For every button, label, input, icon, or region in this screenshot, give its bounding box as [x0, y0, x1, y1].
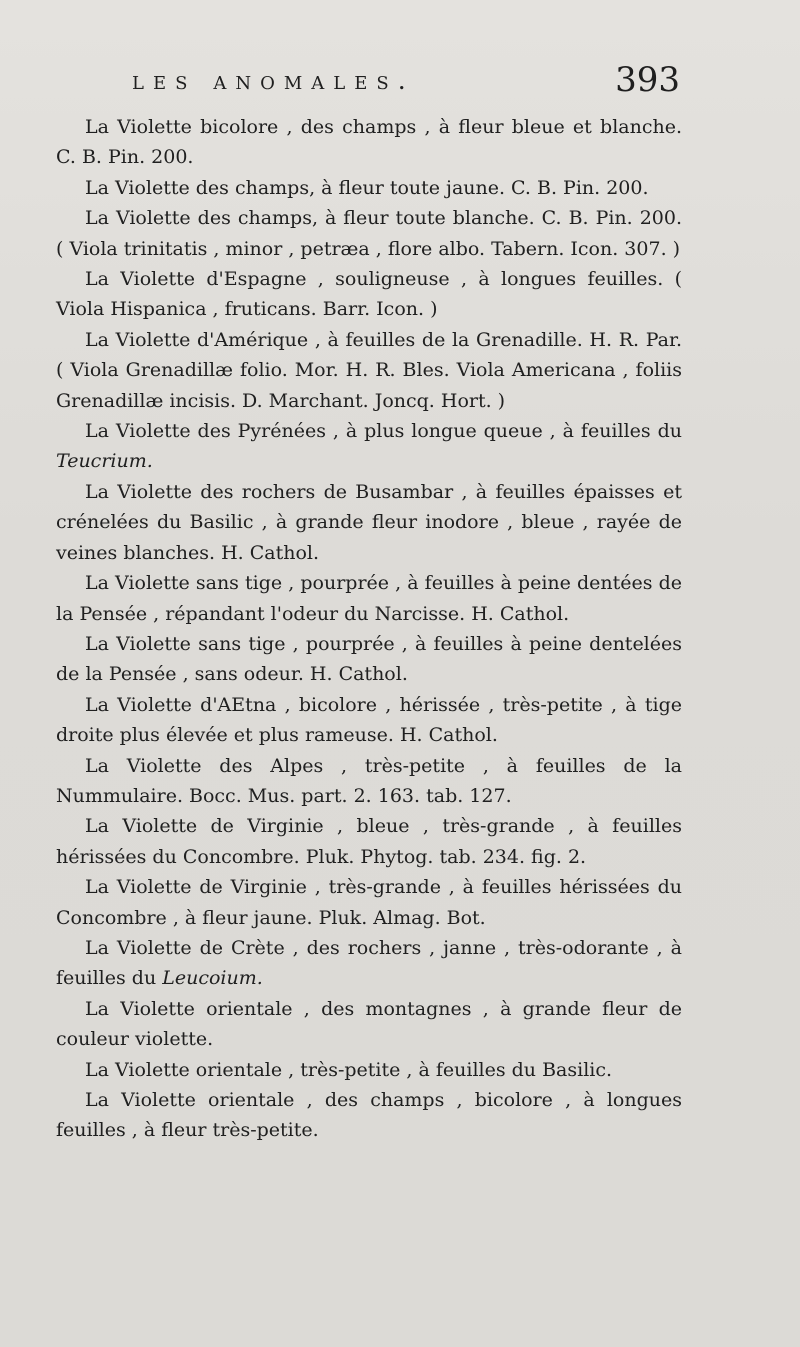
- entry-14: [56, 933, 682, 994]
- entry-text: La Violette d'AEtna , bicolore , hérissée , très-petite , à tige droite plus élevée et plus rameuse. H. Cathol.: [56, 693, 682, 747]
- entry-16: [56, 1055, 682, 1085]
- entry-text: La Violette sans tige , pourprée , à feuilles à peine dentées de la Pensée , répandant l'odeur du Narcisse. H. Cathol.: [56, 572, 682, 625]
- entry-13: [56, 872, 682, 933]
- entry-text: La Violette bicolore , des champs , à fleur bleue et blanche. C. B. Pin. 200.: [56, 116, 682, 169]
- entry-8: [56, 568, 682, 629]
- entry-12: [56, 811, 682, 872]
- page-header: [132, 60, 680, 108]
- entry-text: La Violette de Virginie , bleue , très-grande , à feuilles hérissées du Concombre. Pluk. Phytog. tab. 234. fig. 2.: [56, 815, 682, 868]
- body-text: [56, 112, 682, 1146]
- entry-text: La Violette orientale , des champs , bicolore , à longues feuilles , à fleur très-petite.: [56, 1089, 682, 1142]
- entry-5: [56, 325, 682, 416]
- entry-text: La Violette des Alpes , très-petite , à feuilles de la Nummulaire. Bocc. Mus. part. 2. 163. tab. 127.: [56, 754, 682, 807]
- entry-11: [56, 751, 682, 812]
- entry-4: [56, 264, 682, 325]
- entry-italic-term: Leucoium.: [162, 967, 263, 990]
- entry-text: La Violette de Crète , des rochers , janne , très-odorante , à feuilles du: [56, 936, 682, 990]
- entry-text: La Violette d'Amérique , à feuilles de la Grenadille. H. R. Par. ( Viola Grenadillæ folio. Mor. H. R. Bles. Viola Americana , foliis Grenadillæ incisis. D. Marchant. Joncq. Hort. ): [56, 328, 682, 412]
- entry-text: La Violette orientale , des montagnes , à grande fleur de couleur violette.: [56, 997, 682, 1051]
- entry-italic-term: Teucrium.: [56, 450, 153, 473]
- entry-text: La Violette des champs, à fleur toute blanche. C. B. Pin. 200. ( Viola trinitatis , minor , petræa , flore albo. Tabern. Icon. 307. ): [56, 207, 682, 260]
- entry-3: [56, 203, 682, 264]
- entry-6: [56, 416, 682, 477]
- page-number: 393: [615, 60, 680, 100]
- entry-10: [56, 690, 682, 751]
- running-title: les anomales.: [132, 66, 415, 95]
- entry-text: La Violette orientale , très-petite , à feuilles du Basilic.: [85, 1058, 613, 1081]
- entry-2: [56, 173, 682, 203]
- entry-text: La Violette des Pyrénées , à plus longue queue , à feuilles du: [85, 420, 682, 443]
- entry-7: [56, 477, 682, 568]
- entry-text: La Violette sans tige , pourprée , à feuilles à peine dentelées de la Pensée , sans odeur. H. Cathol.: [56, 632, 682, 686]
- entry-text: La Violette des rochers de Busambar , à feuilles épaisses et crénelées du Basilic , à grande fleur inodore , bleue , rayée de veines blanches. H. Cathol.: [56, 480, 682, 564]
- entry-9: [56, 629, 682, 690]
- entry-17: [56, 1085, 682, 1146]
- entry-text: La Violette d'Espagne , souligneuse , à longues feuilles. ( Viola Hispanica , fruticans. Barr. Icon. ): [56, 268, 682, 321]
- entry-1: [56, 112, 682, 173]
- entry-text: La Violette de Virginie , très-grande , à feuilles hérissées du Concombre , à fleur jaune. Pluk. Almag. Bot.: [56, 876, 682, 929]
- entry-text: La Violette des champs, à fleur toute jaune. C. B. Pin. 200.: [85, 176, 649, 199]
- entry-15: [56, 994, 682, 1055]
